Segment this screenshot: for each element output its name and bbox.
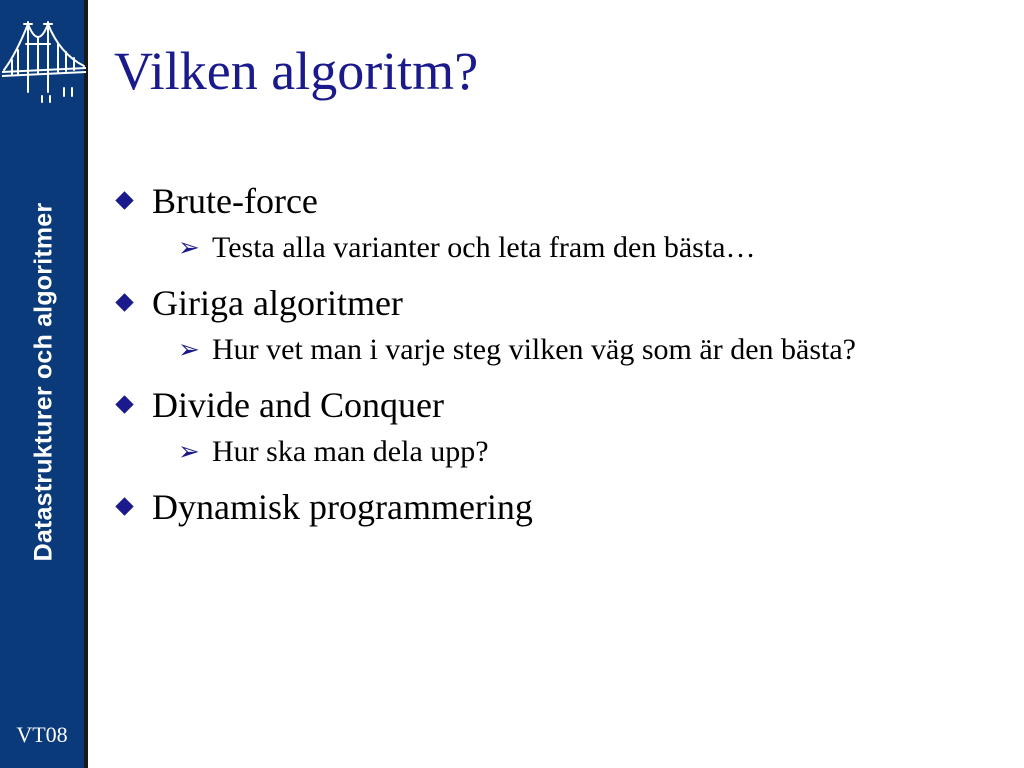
diamond-bullet-icon [115, 395, 133, 413]
arrow-bullet-icon: ➢ [178, 233, 200, 263]
course-name: Datastrukturer och algoritmer [29, 202, 58, 562]
bullet-list [116, 178, 996, 542]
term-label: VT08 [16, 722, 68, 747]
bullet-text: Dynamisk programmering [152, 487, 533, 527]
diamond-bullet-icon [115, 293, 133, 311]
bullet-item [116, 484, 996, 530]
diamond-bullet-icon [115, 191, 133, 209]
bullet-text: Brute-force [152, 181, 318, 221]
sub-bullet-list [152, 330, 996, 370]
diamond-bullet-icon [115, 497, 133, 515]
bridge-logo-icon [2, 14, 86, 104]
sub-bullet-item [152, 330, 996, 370]
sub-bullet-list [152, 432, 996, 472]
bullet-text: Divide and Conquer [152, 385, 444, 425]
sub-bullet-item [152, 228, 996, 268]
sub-bullet-text: Testa alla varianter och leta fram den bästa… [212, 231, 756, 264]
sub-bullet-list [152, 228, 996, 268]
bullet-item [116, 382, 996, 472]
bullet-item [116, 280, 996, 370]
bullet-text: Giriga algoritmer [152, 283, 403, 323]
arrow-bullet-icon: ➢ [178, 437, 200, 467]
arrow-bullet-icon: ➢ [178, 335, 200, 365]
sub-bullet-text: Hur ska man dela upp? [212, 435, 489, 468]
slide-title: Vilken algoritm? [114, 41, 479, 101]
sub-bullet-text: Hur vet man i varje steg vilken väg som är den bästa? [212, 333, 856, 366]
sub-bullet-item [152, 432, 996, 472]
bullet-item [116, 178, 996, 268]
sidebar [0, 0, 88, 768]
